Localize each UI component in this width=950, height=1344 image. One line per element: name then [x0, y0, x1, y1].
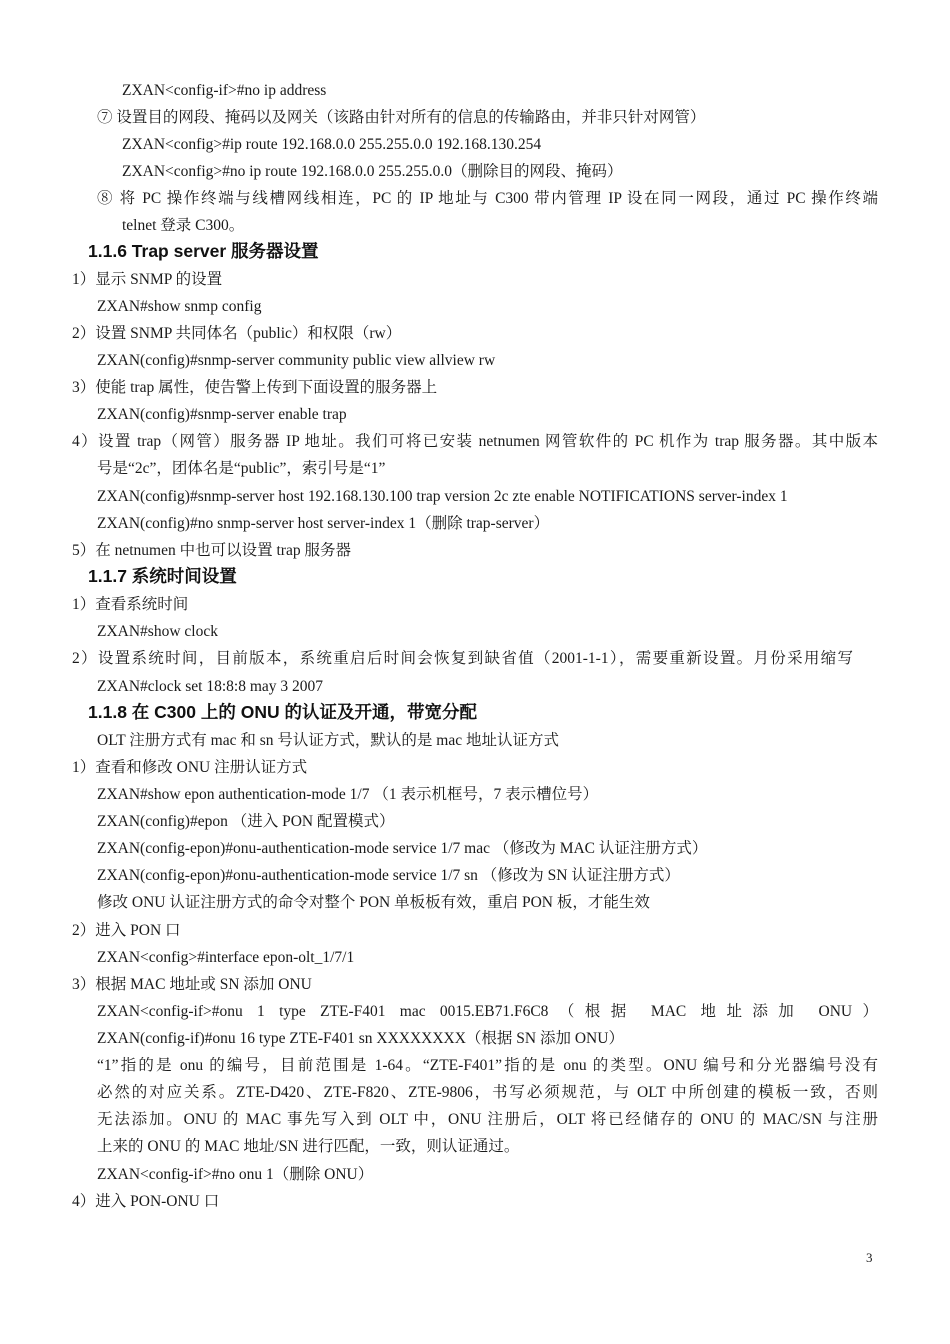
command-line: ZXAN#clock set 18:8:8 may 3 2007 [97, 678, 324, 695]
list-item: 2）设置 SNMP 共同体名（public）和权限（rw） [72, 325, 402, 342]
command-line: ZXAN#show clock [97, 623, 218, 640]
paragraph-line: “1”指的是 onu 的编号，目前范围是 1-64。“ZTE-F401”指的是 onu 的类型。ONU 编号和分光器编号没有 [97, 1057, 878, 1074]
command-line: ZXAN<config>#interface epon-olt_1/7/1 [97, 949, 355, 966]
command-line: ZXAN(config-epon)#onu-authentication-mode service 1/7 sn （修改为 SN 认证注册方式） [97, 867, 680, 884]
list-item: 1）查看和修改 ONU 注册认证方式 [72, 759, 308, 776]
command-line: ZXAN(config-epon)#onu-authentication-mode service 1/7 mac （修改为 MAC 认证注册方式） [97, 840, 708, 857]
text-line: 号是“2c”，团体名是“public”，索引号是“1” [97, 460, 386, 477]
paragraph-line: 上来的 ONU 的 MAC 地址/SN 进行匹配，一致，则认证通过。 [97, 1138, 520, 1155]
list-item: 1）显示 SNMP 的设置 [72, 271, 223, 288]
list-item: 2）设置系统时间，目前版本，系统重启后时间会恢复到缺省值（2001-1-1），需要重新设置。月份采用缩写 [72, 650, 853, 667]
list-item: 3）根据 MAC 地址或 SN 添加 ONU [72, 976, 312, 993]
command-line: ZXAN<config-if>#no onu 1（删除 ONU） [97, 1166, 374, 1183]
command-line: ZXAN(config)#snmp-server community public view allview rw [97, 352, 496, 369]
list-item: 1）查看系统时间 [72, 596, 189, 613]
list-item: 2）进入 PON 口 [72, 922, 181, 939]
command-line: ZXAN#show epon authentication-mode 1/7 （1 表示机框号，7 表示槽位号） [97, 786, 599, 803]
section-heading-1-1-8: 1.1.8 在 C300 上的 ONU 的认证及开通，带宽分配 [88, 702, 477, 722]
page-number: 3 [866, 1250, 873, 1265]
paragraph-line: 必然的对应关系。ZTE-D420、ZTE-F820、ZTE-9806，书写必须规范，与 OLT 中所创建的模板一致，否则 [97, 1084, 878, 1101]
command-line: ZXAN#show snmp config [97, 298, 262, 315]
command-line: ZXAN(config)#snmp-server enable trap [97, 406, 347, 423]
list-item: 3）使能 trap 属性，使告警上传到下面设置的服务器上 [72, 379, 438, 396]
step-8-text: ⑧ 将 PC 操作终端与线槽网线相连，PC 的 IP 地址与 C300 带内管理 IP 设在同一网段，通过 PC 操作终端 [97, 190, 878, 207]
text-line: 修改 ONU 认证注册方式的命令对整个 PON 单板板有效，重启 PON 板，才能生效 [97, 894, 650, 911]
list-item: 4）设置 trap（网管）服务器 IP 地址。我们可将已安装 netnumen 网管软件的 PC 机作为 trap 服务器。其中版本 [72, 433, 878, 450]
command-line: ZXAN(config)#snmp-server host 192.168.130.100 trap version 2c zte enable NOTIFICATIONS server-index 1 [97, 488, 788, 505]
command-line: ZXAN(config)#epon （进入 PON 配置模式） [97, 813, 395, 830]
text-line: ZXAN<config-if>#no ip address [122, 82, 327, 99]
step-7-text: ⑦ 设置目的网段、掩码以及网关（该路由针对所有的信息的传输路由，并非只针对网管） [97, 109, 706, 126]
paragraph-line: 无法添加。ONU 的 MAC 事先写入到 OLT 中，ONU 注册后，OLT 将已经储存的 ONU 的 MAC/SN 与注册 [97, 1111, 878, 1128]
command-line: ZXAN(config)#no snmp-server host server-index 1（删除 trap-server） [97, 515, 550, 532]
list-item: 4）进入 PON-ONU 口 [72, 1193, 220, 1210]
command-line: ZXAN<config>#no ip route 192.168.0.0 255.255.0.0（删除目的网段、掩码） [122, 163, 623, 180]
command-line: ZXAN<config-if>#onu 1 type ZTE-F401 mac 0015.EB71.F6C8（根据 MAC 地址添加 ONU） [97, 1003, 878, 1020]
text-line: telnet 登录 C300。 [122, 217, 245, 234]
list-item: 5）在 netnumen 中也可以设置 trap 服务器 [72, 542, 351, 559]
section-heading-1-1-6: 1.1.6 Trap server 服务器设置 [88, 241, 319, 261]
section-heading-1-1-7: 1.1.7 系统时间设置 [88, 566, 237, 586]
command-line: ZXAN(config-if)#onu 16 type ZTE-F401 sn XXXXXXXX（根据 SN 添加 ONU） [97, 1030, 624, 1047]
text-line: OLT 注册方式有 mac 和 sn 号认证方式，默认的是 mac 地址认证方式 [97, 732, 559, 749]
command-line: ZXAN<config>#ip route 192.168.0.0 255.255.0.0 192.168.130.254 [122, 136, 542, 153]
